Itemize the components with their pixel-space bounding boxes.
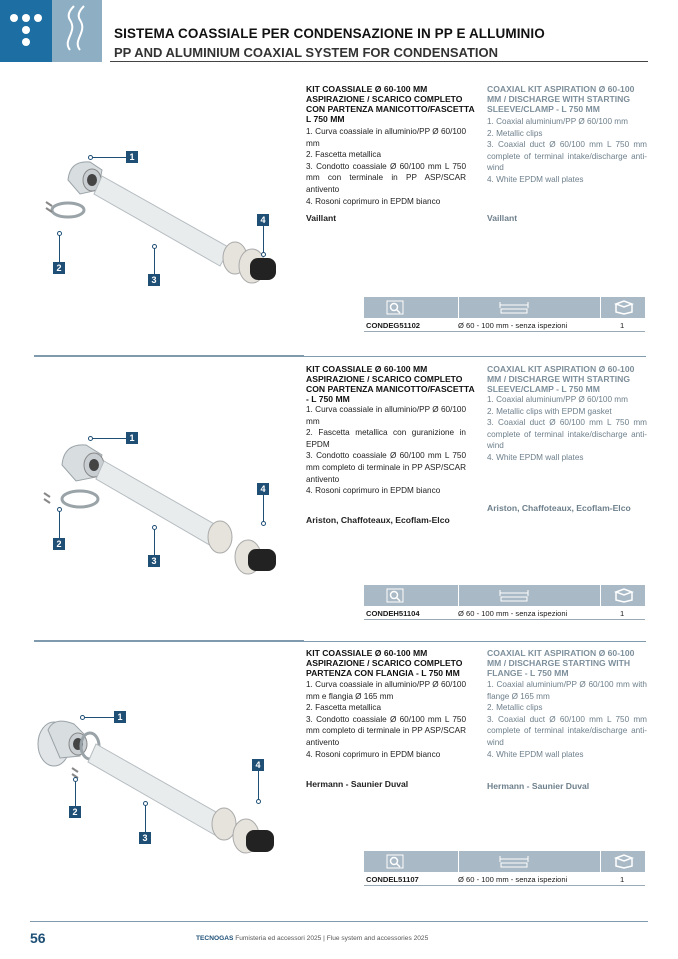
code-table [364, 297, 645, 332]
callout-2: 2 [69, 806, 81, 818]
header-divider [110, 61, 648, 62]
list-item: 1. Coaxial aluminium/PP Ø 60/100 mm [487, 117, 628, 126]
callout-leader [263, 495, 264, 523]
footer-divider [30, 921, 648, 922]
ruler-icon [499, 300, 529, 315]
table-header [364, 851, 645, 872]
callout-dot [143, 801, 148, 806]
product-desc: Ø 60 - 100 mm - senza ispezioni [458, 321, 568, 330]
callout-dot [80, 715, 85, 720]
list-item: 4. Rosoni coprimuro in EPDM bianco [306, 196, 441, 206]
callout-3: 3 [148, 274, 160, 286]
callout-1: 1 [126, 151, 138, 163]
callout-leader [75, 780, 76, 806]
search-icon [386, 300, 404, 315]
list-item: 3. Condotto coassiale Ø 60/100 mm L 750 mm completo di terminale in PP ASP/SCAR antivento [306, 714, 466, 747]
footer-text [196, 935, 428, 942]
callout-dot [261, 252, 266, 257]
table-header [364, 585, 645, 606]
page-subtitle: PP AND ALUMINIUM COAXIAL SYSTEM FOR CONDENSATION [114, 45, 498, 60]
callout-dot [88, 436, 93, 441]
product-items-en [487, 394, 647, 464]
list-item: 1. Coaxial aluminium/PP Ø 60/100 mm [487, 395, 628, 404]
product-title-it: KIT COASSIALE Ø 60-100 MM ASPIRAZIONE / SCARICO COMPLETO CON PARTENZA MANICOTTO/FASCETTA L 750 MM [306, 84, 475, 124]
box-icon [614, 588, 634, 603]
list-item: 1. Curva coassiale in alluminio/PP Ø 60/100 mm e flangia Ø 165 mm [306, 680, 466, 701]
product-code: CONDEG51102 [366, 321, 421, 330]
callout-leader [145, 804, 146, 832]
list-item: 2. Fascetta metallica con guranizione in EPDM [306, 428, 466, 449]
callout-dot [57, 231, 62, 236]
product-code: CONDEH51104 [366, 609, 420, 618]
callout-leader [263, 226, 264, 254]
brand-logo [0, 0, 52, 62]
section-divider [34, 356, 646, 357]
list-item: 4. White EPDM wall plates [487, 174, 584, 184]
footer-brand: TECNOGAS [196, 935, 234, 942]
callout-2: 2 [53, 538, 65, 550]
callout-leader [84, 717, 114, 718]
list-item: 1. Curva coassiale in alluminio/PP Ø 60/100 mm [306, 127, 466, 148]
product-illustration [34, 710, 284, 870]
product-title-en: COAXIAL KIT ASPIRATION Ø 60-100 MM / DISCHARGE STARTING WITH FLANGE - L 750 MM [487, 648, 635, 678]
callout-dot [88, 155, 93, 160]
list-item: 3. Condotto coassiale Ø 60/100 mm L 750 mm con terminale in PP ASP/SCAR antivento [306, 161, 466, 194]
list-item: 3. Coaxial duct Ø 60/100 mm L 750 mm complete of terminal intake/discharge anti-wind [487, 418, 647, 451]
callout-4: 4 [257, 214, 269, 226]
product-qty: 1 [620, 875, 625, 884]
callout-4: 4 [257, 483, 269, 495]
product-qty: 1 [620, 321, 625, 330]
list-item: 2. Metallic clips [487, 128, 543, 138]
callout-dot [73, 777, 78, 782]
product-items-en [487, 116, 647, 186]
product-qty: 1 [620, 609, 625, 618]
callout-1: 1 [126, 432, 138, 444]
list-item: 3. Coaxial duct Ø 60/100 mm L 750 mm complete of terminal intake/discharge anti-wind [487, 714, 647, 747]
list-item: 4. White EPDM wall plates [487, 452, 584, 462]
list-item: 2. Metallic clips with EPDM gasket [487, 406, 612, 416]
product-title-it: KIT COASSIALE Ø 60-100 MM ASPIRAZIONE / SCARICO COMPLETO PARTENZA CON FLANGIA - L 750 MM [306, 648, 463, 678]
brand-en: Hermann - Saunier Duval [487, 781, 590, 791]
page-title: SISTEMA COASSIALE PER CONDENSAZIONE IN PP E ALLUMINIO [114, 26, 545, 41]
product-illustration [40, 140, 290, 300]
product-title-it: KIT COASSIALE Ø 60-100 MM ASPIRAZIONE / SCARICO COMPLETO CON PARTENZA MANICOTTO/FASCETTA - L 750 MM [306, 364, 475, 404]
brand-it: Hermann - Saunier Duval [306, 779, 409, 789]
list-item: 4. White EPDM wall plates [487, 749, 584, 759]
table-row [364, 606, 645, 620]
callout-dot [261, 521, 266, 526]
code-table [364, 585, 645, 620]
callout-leader [92, 157, 126, 158]
callout-leader [92, 438, 126, 439]
product-illustration [40, 425, 290, 585]
callout-3: 3 [139, 832, 151, 844]
callout-dot [152, 525, 157, 530]
product-items-it [306, 679, 466, 760]
callout-leader [59, 234, 60, 262]
brand-en: Vaillant [487, 213, 518, 223]
list-item: 2. Metallic clips [487, 703, 543, 713]
product-items-en [487, 679, 647, 760]
box-icon [614, 300, 634, 315]
callout-leader [258, 771, 259, 801]
ruler-icon [499, 854, 529, 869]
callout-2: 2 [53, 262, 65, 274]
list-item: 1. Coaxial aluminium/PP Ø 60/100 mm with flange Ø 165 mm [487, 680, 647, 701]
brand-it: Ariston, Chaffoteaux, Ecoflam-Elco [306, 515, 450, 525]
product-desc: Ø 60 - 100 mm - senza ispezioni [458, 609, 568, 618]
callout-4: 4 [252, 759, 264, 771]
callout-leader [154, 528, 155, 555]
list-item: 2. Fascetta metallica [306, 150, 382, 160]
product-title-en: COAXIAL KIT ASPIRATION Ø 60-100 MM / DISCHARGE WITH STARTING SLEEVE/CLAMP - L 750 MM [487, 364, 635, 394]
box-icon [614, 854, 634, 869]
callout-1: 1 [114, 711, 126, 723]
section-divider [34, 641, 646, 642]
callout-leader [59, 510, 60, 538]
brand-it: Vaillant [306, 213, 337, 223]
list-item: 1. Curva coassiale in alluminio/PP Ø 60/100 mm [306, 405, 466, 426]
table-header [364, 297, 645, 318]
callout-dot [57, 507, 62, 512]
table-row [364, 872, 645, 886]
product-items-it [306, 404, 466, 497]
list-item: 4. Rosoni coprimuro in EPDM bianco [306, 749, 441, 759]
footer-caption: Fumisteria ed accessori 2025 | Flue system and accessories 2025 [235, 935, 429, 942]
table-row [364, 318, 645, 332]
callout-leader [154, 247, 155, 274]
product-items-it [306, 126, 466, 207]
list-item: 4. Rosoni coprimuro in EPDM bianco [306, 486, 441, 496]
list-item: 2. Fascetta metallica [306, 703, 382, 713]
code-table [364, 851, 645, 886]
callout-dot [152, 244, 157, 249]
brand-en: Ariston, Chaffoteaux, Ecoflam-Elco [487, 503, 631, 513]
search-icon [386, 854, 404, 869]
callout-3: 3 [148, 555, 160, 567]
product-desc: Ø 60 - 100 mm - senza ispezioni [458, 875, 568, 884]
ruler-icon [499, 588, 529, 603]
list-item: 3. Condotto coassiale Ø 60/100 mm L 750 mm completo di terminale in PP ASP/SCAR antivento [306, 451, 466, 484]
flame-icon [52, 0, 102, 62]
search-icon [386, 588, 404, 603]
list-item: 3. Coaxial duct Ø 60/100 mm L 750 mm complete of terminal intake/discharge anti-wind [487, 140, 647, 173]
product-code: CONDEL51107 [366, 875, 419, 884]
page-number: 56 [30, 930, 46, 946]
callout-dot [256, 799, 261, 804]
product-title-en: COAXIAL KIT ASPIRATION Ø 60-100 MM / DISCHARGE WITH STARTING SLEEVE/CLAMP - L 750 MM [487, 84, 635, 114]
